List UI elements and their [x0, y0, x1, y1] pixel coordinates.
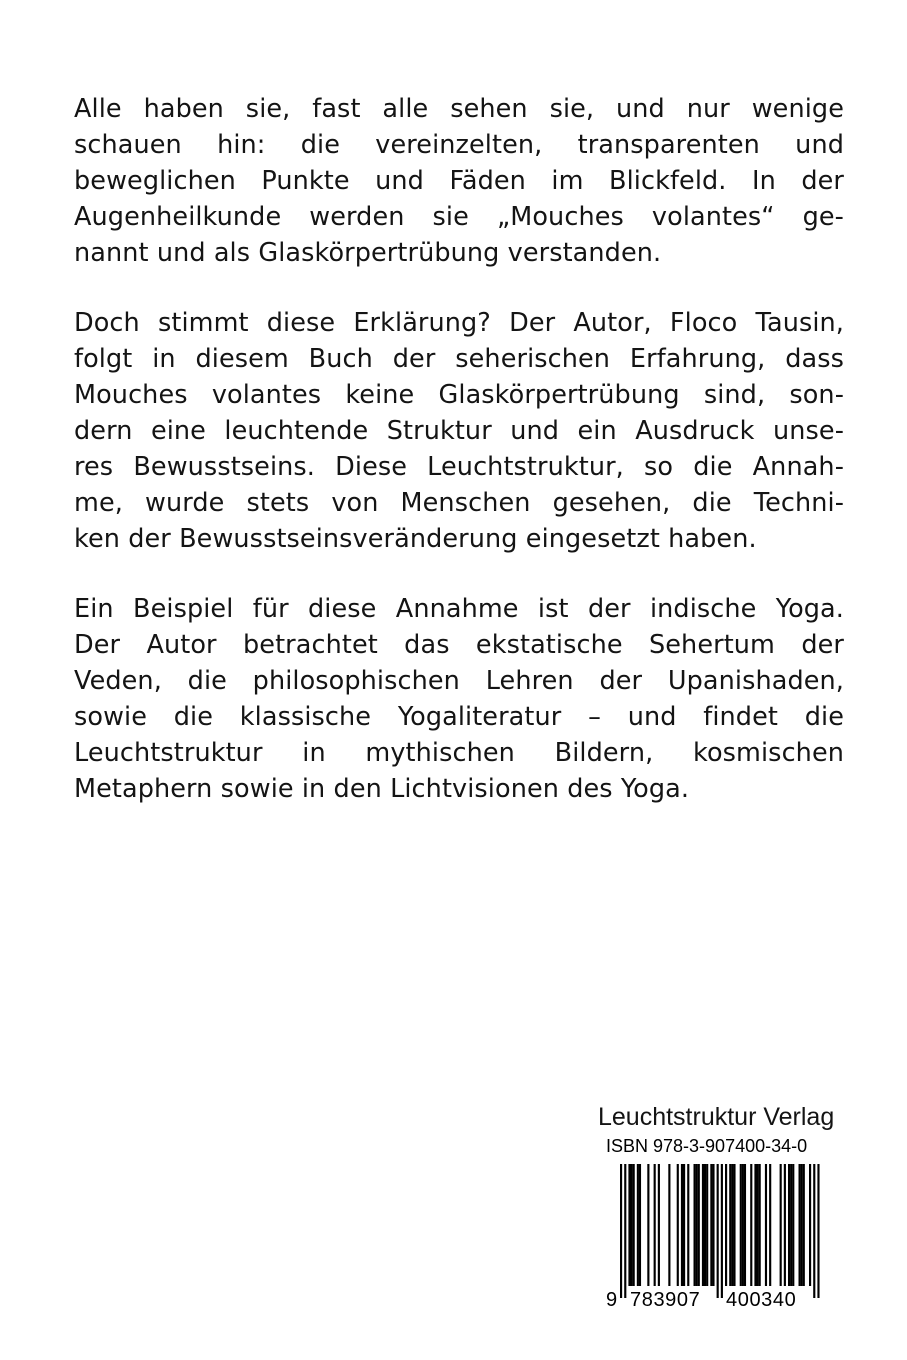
barcode-bar [729, 1164, 731, 1286]
barcode-bar [710, 1164, 712, 1286]
barcode-bar [687, 1164, 689, 1286]
isbn-label: ISBN 978-3-907400-34-0 [606, 1136, 808, 1156]
barcode-bar [717, 1164, 719, 1298]
barcode-bar [683, 1164, 685, 1286]
barcode-bar [769, 1164, 771, 1286]
barcode-bar [790, 1164, 792, 1286]
publisher-name: Leuchtstruktur Verlag [598, 1103, 835, 1131]
barcode-bar [801, 1164, 803, 1286]
barcode-bar [633, 1164, 635, 1286]
text-line: schauen hin: die vereinzelten, transparenten und [74, 130, 844, 160]
barcode-bar [712, 1164, 714, 1286]
paragraph-3 [74, 591, 844, 807]
barcode-bar [706, 1164, 708, 1286]
barcode-bar [813, 1164, 815, 1298]
barcode-bar [639, 1164, 641, 1286]
barcode-bar [725, 1164, 727, 1286]
barcode-bar [721, 1164, 723, 1298]
barcode-bar [803, 1164, 805, 1286]
barcode-bar [765, 1164, 767, 1286]
paragraph-1 [74, 91, 844, 271]
barcode-bar [742, 1164, 744, 1286]
barcode-bar [799, 1164, 801, 1286]
text-line: Doch stimmt diese Erklärung? Der Autor, Floco Tausin, [74, 308, 844, 338]
text-line: Leuchtstruktur in mythischen Bildern, kosmischen [74, 738, 844, 768]
barcode-bar [817, 1164, 819, 1298]
barcode-bar [809, 1164, 811, 1286]
barcode-bar [733, 1164, 735, 1286]
barcode-bar [628, 1164, 630, 1286]
isbn-barcode [598, 1160, 834, 1310]
barcode-bar [754, 1164, 756, 1286]
barcode-bar [744, 1164, 746, 1286]
text-line: sowie die klassische Yogaliteratur – und findet die [74, 702, 844, 732]
text-line: Mouches volantes keine Glaskörpertrübung sind, son- [74, 380, 844, 410]
text-line: Alle haben sie, fast alle sehen sie, und nur wenige [74, 94, 844, 124]
text-line: me, wurde stets von Menschen gesehen, die Techni- [74, 488, 844, 518]
barcode-bar [631, 1164, 633, 1286]
barcode-digit-first: 9 [606, 1289, 618, 1310]
barcode-bar [668, 1164, 670, 1286]
barcode-bar [759, 1164, 761, 1286]
barcode-bar [647, 1164, 649, 1286]
barcode-bar [694, 1164, 696, 1286]
barcode-bar [740, 1164, 742, 1286]
text-line: ken der Bewusstseinsveränderung eingesetzt haben. [74, 524, 757, 554]
barcode-bar [624, 1164, 626, 1298]
barcode-bar [654, 1164, 656, 1286]
barcode-bar [698, 1164, 700, 1286]
barcode-bar [677, 1164, 679, 1286]
text-line: Augenheilkunde werden sie „Mouches volantes“ ge- [74, 202, 844, 232]
barcode-digits-right: 400340 [726, 1289, 797, 1310]
text-line: folgt in diesem Buch der seherischen Erfahrung, dass [74, 344, 844, 374]
barcode-bar [702, 1164, 704, 1286]
barcode-bar [696, 1164, 698, 1286]
barcode-bar [731, 1164, 733, 1286]
barcode-bar [780, 1164, 782, 1286]
barcode-bar [620, 1164, 622, 1298]
barcode-bar [757, 1164, 759, 1286]
text-line: Der Autor betrachtet das ekstatische Sehertum der [74, 630, 844, 660]
barcode-digits-left: 783907 [630, 1289, 701, 1310]
text-line: dern eine leuchtende Struktur und ein Ausdruck unse- [74, 416, 844, 446]
text-line: Ein Beispiel für diese Annahme ist der indische Yoga. [74, 594, 844, 624]
barcode-bar [750, 1164, 752, 1286]
text-line: Veden, die philosophischen Lehren der Upanishaden, [74, 666, 844, 696]
barcode-bar [704, 1164, 706, 1286]
paragraph-2 [74, 305, 844, 557]
barcode-bar [792, 1164, 794, 1286]
text-line: beweglichen Punkte und Fäden im Blickfeld. In der [74, 166, 844, 196]
text-line: Metaphern sowie in den Lichtvisionen des Yoga. [74, 774, 690, 804]
barcode-bar [681, 1164, 683, 1286]
barcode-bar [658, 1164, 660, 1286]
barcode-bar [784, 1164, 786, 1286]
barcode-bar [788, 1164, 790, 1286]
text-line: res Bewusstseins. Diese Leuchtstruktur, so die Annah- [74, 452, 844, 482]
barcode-bar [637, 1164, 639, 1286]
text-line: nannt und als Glaskörpertrübung verstanden. [74, 238, 662, 268]
